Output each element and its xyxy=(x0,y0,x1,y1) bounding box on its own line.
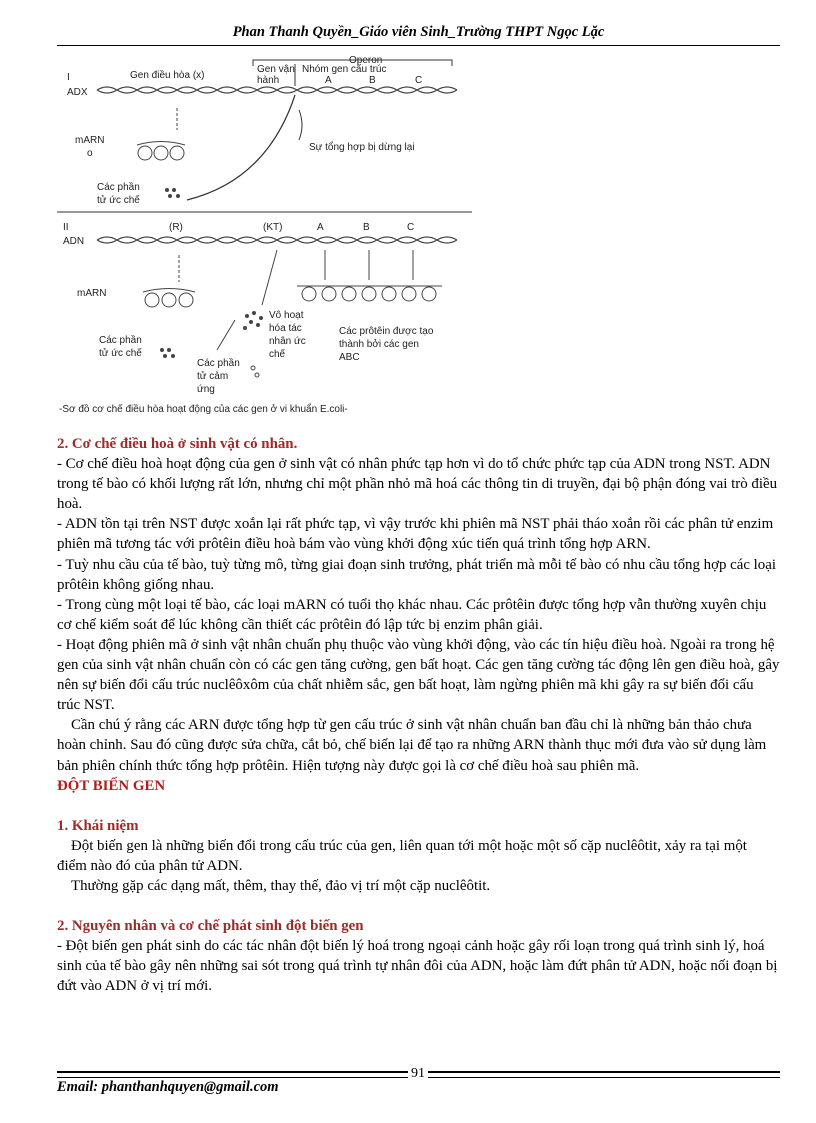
page-header: Phan Thanh Quyền_Giáo viên Sinh_Trường THPT Ngọc Lặc xyxy=(232,24,605,40)
spacer-1 xyxy=(57,796,780,816)
fig-structural-group: Nhóm gen cấu trúc xyxy=(302,64,387,75)
heading-cause: 2. Nguyên nhân và cơ chế phát sinh đột biến gen xyxy=(57,918,364,935)
fig-section1-num: I xyxy=(67,72,70,83)
fig-gene-b: B xyxy=(369,75,376,86)
header-rule xyxy=(57,45,780,46)
fig-repressor2-line2: tử ức chế xyxy=(99,348,142,359)
heading-mutation: ĐỘT BIẾN GEN xyxy=(57,777,166,794)
fig-repressor1-line1: Các phần xyxy=(97,182,140,193)
paragraph-1: - Cơ chế điều hoà hoạt động của gen ở sinh vật có nhân phức tạp hơn vì do tổ chức phức tạp của ADN trong NST. ADN trong tế bào có khối lượng rất lớn, nhưng chỉ một phần nhỏ mã hoá các thông tin di truyền, đại bộ phận đóng vai trò điều hoà. xyxy=(57,456,778,513)
fig-operon: Operon xyxy=(349,55,383,66)
fig-proteins-2: thành bởi các gen xyxy=(339,339,419,350)
fig-proteins-1: Các prôtêin được tạo xyxy=(339,326,434,337)
fig-inducer-1: Các phần xyxy=(197,358,240,369)
fig-synthesis-stopped: Sự tổng hợp bị dừng lại xyxy=(309,142,415,153)
fig-inducer-2: tử cảm xyxy=(197,371,229,382)
repressor-binding-arrow xyxy=(187,95,295,200)
paragraph-7: Đột biến gen là những biến đổi trong cấu trúc của gen, liên quan tới một hoặc một số cặp nuclêôtit, xảy ra tại một điểm nào đó của phân tử ADN. xyxy=(57,837,747,874)
fig-r-label: (R) xyxy=(169,222,183,233)
heading-concept: 1. Khái niệm xyxy=(57,817,139,834)
fig-section2-num: II xyxy=(63,222,69,233)
main-content xyxy=(57,434,780,996)
fig-gene-a: A xyxy=(325,75,332,86)
operon-diagram xyxy=(57,50,477,420)
inactive-repressor-dots xyxy=(243,311,263,330)
stop-arrow xyxy=(299,110,302,140)
paragraph-2: - ADN tồn tại trên NST được xoắn lại rất phức tạp, vì vậy trước khi phiên mã NST phải tháo xoắn rồi các phân tử enzim phiên mã tương tác với prôtêin điều hoà bám vào vùng khởi động xúc tiến quá trình tổng hợp ARN. xyxy=(57,516,774,553)
fig-gene-operator-1: Gen vận xyxy=(257,64,295,75)
fig-section2-dna: ADN xyxy=(63,236,85,247)
fig-gene-c2: C xyxy=(407,222,415,233)
fig-inducer-3: ứng xyxy=(197,384,215,395)
spacer-2 xyxy=(57,896,780,916)
fig-inactive-1: Vô hoạt xyxy=(269,310,304,321)
fig-inactive-3: nhân ức xyxy=(269,336,306,347)
fig-kt-label: (KT) xyxy=(263,222,283,233)
fig-gene-c: C xyxy=(415,75,423,86)
fig-inactive-4: chế xyxy=(269,349,286,360)
paragraph-9: - Đột biến gen phát sinh do các tác nhân đột biến lý hoá trong ngoại cảnh hoặc gây rối loạn trong quá trình sinh lý, hoá sinh của tế bào gây nên những sai sót trong quá trình tự nhân đôi của ADN, hoặc làm đứt phân tử ADN, hoặc nối đoạn bị đứt vào ADN ở vị trí mới. xyxy=(57,938,778,995)
heading-eukaryote: 2. Cơ chế điều hoà ở sinh vật có nhân. xyxy=(57,436,298,452)
ribosome-group-3 xyxy=(297,286,442,301)
fig-caption: -Sơ đồ cơ chế điều hòa hoạt động của các gen ở vi khuẩn E.coli- xyxy=(59,404,348,415)
ribosome-group-2 xyxy=(143,289,195,308)
fig-gene-b2: B xyxy=(363,222,370,233)
fig-gene-regulator: Gen điều hòa (x) xyxy=(130,70,205,81)
fig-proteins-3: ABC xyxy=(339,352,360,363)
fig-repressor2-line1: Các phần xyxy=(99,335,142,346)
repressor-dots-1 xyxy=(165,188,180,198)
paragraph-6: Cần chú ý rằng các ARN được tổng hợp từ gen cấu trúc ở sinh vật nhân chuẩn ban đầu chỉ là những bản thảo chưa hoàn chỉnh. Sau đó cũng được sửa chữa, cắt bỏ, chế biến lại để tạo ra những ARN thành thục mới đưa vào sử dụng làm bản phiên chính thức tổng hợp prôtêin. Hiện tượng này được gọi là cơ chế điều hoà sau phiên mã. xyxy=(57,717,767,774)
fig-mrna1-o: o xyxy=(87,148,93,159)
fig-gene-operator-2: hành xyxy=(257,75,280,86)
paragraph-8: Thường gặp các dạng mất, thêm, thay thế, đảo vị trí một cặp nuclêôtit. xyxy=(71,877,491,894)
paragraph-5: - Hoạt động phiên mã ở sinh vật nhân chuẩn phụ thuộc vào vùng khởi động, vào các tín hiệu điều hoà. Ngoài ra trong hệ gen của sinh vật nhân chuẩn còn có các gen tăng cường, gen bất hoạt. Các gen tăng cường tác động lên gen điều hoà, gây nên sự biến đổi cấu trúc nuclêôxôm của chất nhiễm sắc, gen bất hoạt, làm ngừng phiên mã khi gây ra sự biến đổi cấu trúc NST. xyxy=(57,636,780,714)
fig-gene-a2: A xyxy=(317,222,324,233)
fig-inactive-2: hóa tác xyxy=(269,323,302,334)
fig-mrna2: mARN xyxy=(77,288,107,299)
inducer-arrow xyxy=(217,320,235,350)
ribosome-group-1 xyxy=(137,142,185,161)
paragraph-4: - Trong cùng một loại tế bào, các loại mARN có tuổi thọ khác nhau. Các prôtêin được tổng hợp vẫn thường xuyên chịu cơ chế kiểm soát để lúc không cần thiết các prôtêin đó lập tức bị enzim phân giải. xyxy=(57,596,767,633)
footer-email: Email: phanthanhquyen@gmail.com xyxy=(57,1079,279,1095)
fig-repressor1-line2: tử ức chế xyxy=(97,195,140,206)
fig-mrna1: mARN xyxy=(75,135,105,146)
fig-section1-dna: ADX xyxy=(67,87,88,98)
page-number: 91 xyxy=(408,1066,428,1082)
inducer-dots xyxy=(251,366,259,377)
paragraph-3: - Tuỳ nhu cầu của tế bào, tuỳ từng mô, từng giai đoạn sinh trưởng, phát triển mà mỗi tế bào có nhu cầu tổng hợp các loại prôtêin không giống nhau. xyxy=(57,556,776,593)
operator-arrow xyxy=(262,250,277,305)
repressor-dots-2 xyxy=(160,348,175,358)
